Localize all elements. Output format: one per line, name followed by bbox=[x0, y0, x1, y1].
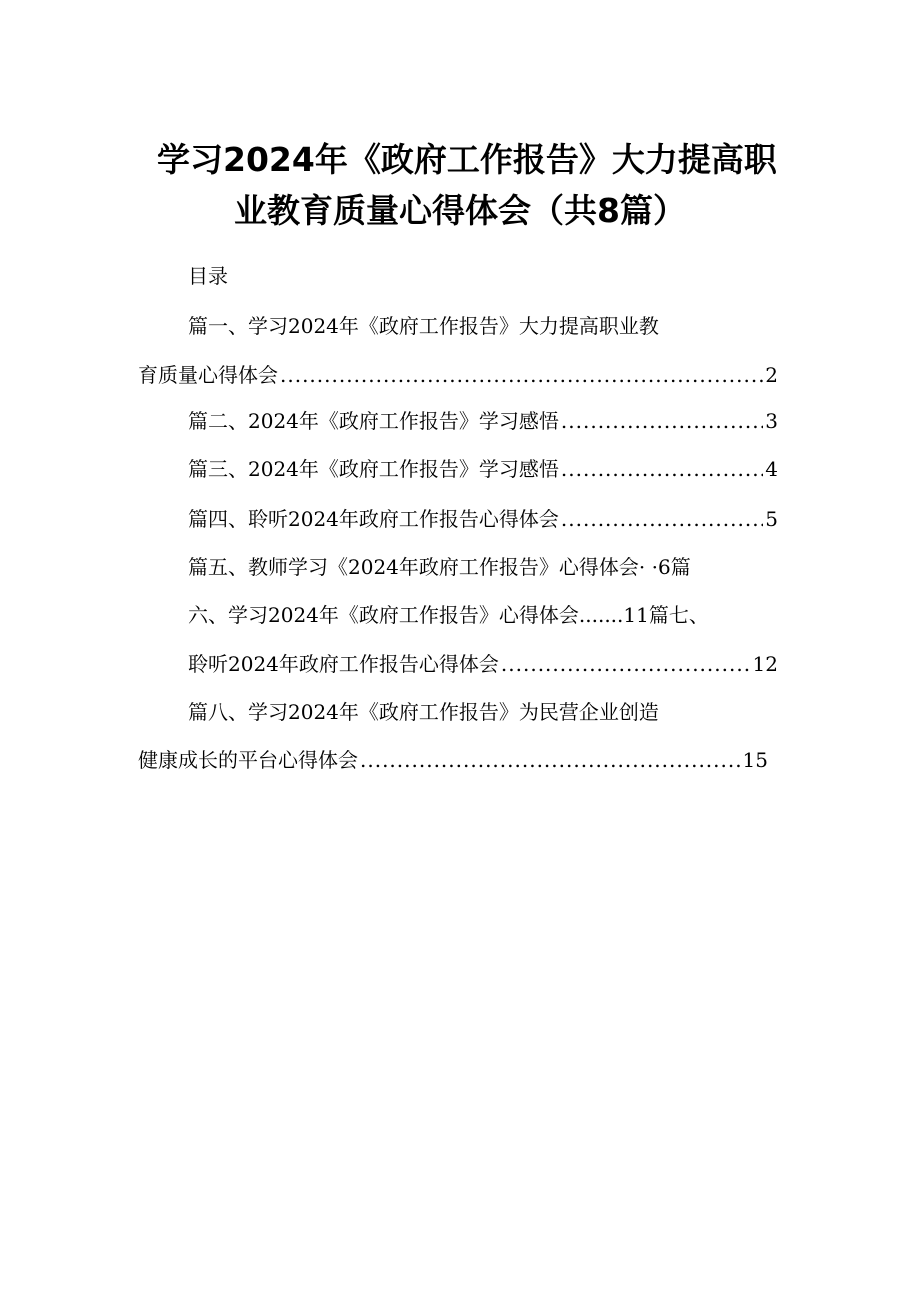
toc-page-number: 5 bbox=[765, 507, 778, 531]
toc-entry-text: 篇三、2024年《政府工作报告》学习感悟 bbox=[188, 457, 559, 481]
toc-entry-text: 篇五、教师学习《2024年政府工作报告》心得体会· ·6篇 bbox=[188, 555, 691, 579]
toc-entry-text: 育质量心得体会 bbox=[138, 363, 278, 387]
toc-entry-text: 健康成长的平台心得体会 bbox=[138, 748, 358, 772]
document-title-line-2: 业教育质量心得体会（共8篇） bbox=[234, 191, 686, 230]
toc-entry-1-line-2[interactable] bbox=[138, 361, 778, 389]
toc-dot-leader bbox=[561, 505, 763, 533]
toc-entry-text: 六、学习2024年《政府工作报告》心得体会.......11篇七、 bbox=[188, 603, 709, 627]
toc-entry-text: 聆听2024年政府工作报告心得体会 bbox=[188, 652, 499, 676]
toc-entry-8-line-1[interactable] bbox=[188, 698, 659, 726]
toc-entry-6[interactable] bbox=[188, 601, 709, 629]
toc-entry-text: 篇一、学习2024年《政府工作报告》大力提高职业教 bbox=[188, 314, 659, 338]
toc-page-number: 2 bbox=[765, 363, 778, 387]
toc-page-number: 4 bbox=[765, 457, 778, 481]
toc-entry-text: 篇四、聆听2024年政府工作报告心得体会 bbox=[188, 507, 559, 531]
toc-page-number: 3 bbox=[765, 409, 778, 433]
toc-entry-text: 篇八、学习2024年《政府工作报告》为民营企业创造 bbox=[188, 700, 659, 724]
toc-entry-8-line-2[interactable] bbox=[138, 746, 768, 774]
toc-dot-leader bbox=[280, 361, 763, 389]
toc-heading: 目录 bbox=[188, 264, 228, 288]
toc-entry-1-line-1[interactable] bbox=[188, 312, 659, 340]
toc-page-number: 15 bbox=[742, 748, 768, 772]
toc-dot-leader bbox=[561, 407, 763, 435]
toc-dot-leader bbox=[360, 746, 741, 774]
toc-dot-leader bbox=[561, 455, 763, 483]
document-title-line-1: 学习2024年《政府工作报告》大力提高职 bbox=[157, 140, 777, 179]
toc-entry-5[interactable] bbox=[188, 553, 691, 581]
toc-entry-3[interactable] bbox=[188, 455, 778, 483]
toc-entry-text: 篇二、2024年《政府工作报告》学习感悟 bbox=[188, 409, 559, 433]
toc-entry-7[interactable] bbox=[188, 650, 778, 678]
toc-dot-leader bbox=[501, 650, 751, 678]
toc-entry-2[interactable] bbox=[188, 407, 778, 435]
toc-page-number: 12 bbox=[752, 652, 778, 676]
toc-entry-4[interactable] bbox=[188, 505, 778, 533]
